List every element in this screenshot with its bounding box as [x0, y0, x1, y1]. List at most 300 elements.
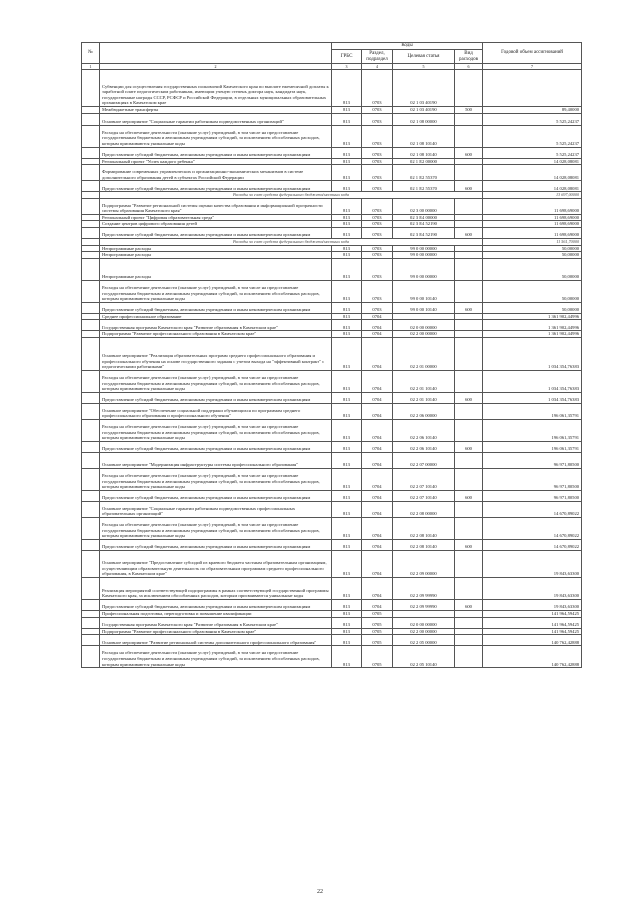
row-amount: 140 762,42888: [483, 635, 582, 646]
row-grbs: 813: [332, 70, 362, 107]
row-section: 0703: [362, 214, 393, 221]
row-expense-type: [455, 70, 483, 107]
row-target-code: 02 1 08 10140: [393, 125, 455, 147]
row-amount: 1 034 354,76383: [483, 337, 582, 370]
row-expense-type: 600: [455, 227, 483, 238]
row-target-code: 02 1 03 40190: [393, 107, 455, 114]
row-amount: 50,00000: [483, 258, 582, 280]
row-section: 0703: [362, 70, 393, 107]
table-row: [82, 181, 582, 192]
row-section: 0705: [362, 617, 393, 628]
row-grbs: 813: [332, 501, 362, 517]
table-row: [82, 214, 582, 221]
row-amount: 96 971,80500: [483, 452, 582, 468]
row-expense-type: [455, 646, 483, 668]
row-expense-type: 600: [455, 441, 483, 452]
row-number-cell: [82, 313, 100, 320]
row-amount: 11 698,69000: [483, 214, 582, 221]
row-name: Подпрограмма "Развитие профессионального образования в Камчатском крае": [100, 331, 332, 338]
row-name: Подпрограмма "Развитие профессионального образования в Камчатском крае": [100, 628, 332, 635]
row-amount: 1 361 902,44996: [483, 313, 582, 320]
row-grbs: 813: [332, 320, 362, 331]
row-section: 0704: [362, 320, 393, 331]
row-section: 0703: [362, 221, 393, 228]
row-number-cell: [82, 490, 100, 501]
row-number-cell: [82, 238, 100, 245]
row-name: Расходы на обеспечение деятельности (оказание услуг) учреждений, в том числе на предоставление государственным бюджетным и автономным учреждениям субсидий, за исключением обособленных расходов, которым присваиваются уникальные коды: [100, 280, 332, 302]
row-target-code: 02 2 08 10140: [393, 539, 455, 550]
table-row: [82, 158, 582, 165]
row-grbs: 813: [332, 628, 362, 635]
row-grbs: 813: [332, 419, 362, 441]
row-name: Формирование современных управленческих и организационно-экономических механизмов в системе дополнительного образования детей в субъектах Российской Федерации: [100, 165, 332, 181]
row-number-cell: [82, 370, 100, 392]
row-section: 0704: [362, 490, 393, 501]
row-number-cell: [82, 550, 100, 577]
row-section: 0704: [362, 419, 393, 441]
table-row: [82, 70, 582, 107]
row-amount: 11 698,69000: [483, 221, 582, 228]
row-amount: 5 525,24237: [483, 113, 582, 125]
row-grbs: 813: [332, 577, 362, 599]
table-row: [82, 392, 582, 403]
row-name: Предоставление субсидий бюджетным, автономным учреждениям и иным некоммерческим организациям: [100, 227, 332, 238]
table-row: [82, 577, 582, 599]
row-grbs: 813: [332, 468, 362, 490]
row-name: Расходы на обеспечение деятельности (оказание услуг) учреждений, в том числе на предоставление государственным бюджетным и автономным учреждениям субсидий, за исключением обособленных расходов, которым присваиваются уникальные коды: [100, 370, 332, 392]
row-target-code: 02 2 09 99990: [393, 577, 455, 599]
row-grbs: 813: [332, 313, 362, 320]
row-target-code: 02 2 06 00000: [393, 403, 455, 419]
row-grbs: 813: [332, 302, 362, 313]
row-expense-type: 600: [455, 599, 483, 610]
row-section: 0704: [362, 517, 393, 539]
row-expense-type: [455, 501, 483, 517]
row-target-code: 02 0 00 00000: [393, 320, 455, 331]
row-grbs: 813: [332, 245, 362, 252]
row-name: Основное мероприятие "Обеспечение социальной поддержки обучающихся по программам среднего профессионального образования и профессионального обучения": [100, 403, 332, 419]
row-section: 0704: [362, 501, 393, 517]
row-grbs: 813: [332, 181, 362, 192]
row-name: Предоставление субсидий бюджетным, автономным учреждениям и иным некоммерческим организациям: [100, 147, 332, 158]
row-target-code: 02 1 E2 55370: [393, 181, 455, 192]
row-number-cell: [82, 107, 100, 114]
table-row: [82, 452, 582, 468]
row-expense-type: [455, 280, 483, 302]
row-expense-type: 600: [455, 181, 483, 192]
row-number-cell: [82, 599, 100, 610]
row-expense-type: 600: [455, 392, 483, 403]
row-section: 0704: [362, 599, 393, 610]
row-amount: 14 028,08081: [483, 181, 582, 192]
row-amount: 50,00000: [483, 252, 582, 259]
row-number-cell: [82, 113, 100, 125]
table-row: [82, 280, 582, 302]
row-number-cell: [82, 125, 100, 147]
row-section: 0703: [362, 147, 393, 158]
row-amount: 96 971,80500: [483, 490, 582, 501]
row-name: Основное мероприятие "Социальные гарантии работникам подведомственных организаций": [100, 113, 332, 125]
row-name: Предоставление субсидий бюджетным, автономным учреждениям и иным некоммерческим организациям: [100, 181, 332, 192]
budget-table: [81, 42, 582, 668]
row-amount: 196 061,35791: [483, 441, 582, 452]
row-name: Региональный проект "Успех каждого ребенка": [100, 158, 332, 165]
header-expense-type: Вид расходов: [455, 50, 483, 64]
row-section: 0703: [362, 227, 393, 238]
row-amount: 19 843,63300: [483, 599, 582, 610]
budget-table-sheet: [81, 42, 581, 668]
row-target-code: 02 2 08 00000: [393, 501, 455, 517]
row-section: 0703: [362, 280, 393, 302]
row-number-cell: [82, 635, 100, 646]
row-target-code: 02 0 00 00000: [393, 617, 455, 628]
row-number-cell: [82, 337, 100, 370]
row-expense-type: [455, 370, 483, 392]
table-row: [82, 125, 582, 147]
row-section: 0703: [362, 258, 393, 280]
row-number-cell: [82, 70, 100, 107]
row-number-cell: [82, 258, 100, 280]
row-target-code: 02 2 06 10140: [393, 419, 455, 441]
row-target-code: 02 2 07 10140: [393, 490, 455, 501]
row-expense-type: 600: [455, 490, 483, 501]
row-section: 0704: [362, 313, 393, 320]
row-grbs: 813: [332, 441, 362, 452]
row-section: 0703: [362, 245, 393, 252]
row-expense-type: [455, 610, 483, 617]
row-amount: 14 028,08081: [483, 158, 582, 165]
row-target-code: 02 2 07 10140: [393, 468, 455, 490]
row-amount: 1 361 902,44996: [483, 331, 582, 338]
header-section: Раздел, подраздел: [362, 50, 393, 64]
row-amount: 196 061,35791: [483, 419, 582, 441]
header-num-4: 4: [362, 64, 393, 70]
row-section: 0703: [362, 165, 393, 181]
row-name: Основное мероприятие "Предоставление субсидий из краевого бюджета частным образовательным организациям, осуществляющим образовательную деятельность по образовательным программам среднего профессионального образования, в Камчатском крае": [100, 550, 332, 577]
row-number-cell: [82, 214, 100, 221]
row-target-code: [393, 313, 455, 320]
row-expense-type: [455, 550, 483, 577]
row-expense-type: [455, 198, 483, 214]
row-name: Непрограммные расходы: [100, 252, 332, 259]
header-num-5: 5: [393, 64, 455, 70]
row-target-code: 02 1 08 10140: [393, 147, 455, 158]
row-number-cell: [82, 646, 100, 668]
row-grbs: 813: [332, 158, 362, 165]
row-expense-type: [455, 337, 483, 370]
row-expense-type: 600: [455, 302, 483, 313]
row-number-cell: [82, 252, 100, 259]
row-number-cell: [82, 539, 100, 550]
row-expense-type: [455, 158, 483, 165]
row-section: 0703: [362, 252, 393, 259]
row-name: Расходы на обеспечение деятельности (оказание услуг) учреждений, в том числе на предоставление государственным бюджетным и автономным учреждениям субсидий, за исключением обособленных расходов, которым присваиваются уникальные коды: [100, 646, 332, 668]
row-expense-type: [455, 252, 483, 259]
row-name: Субвенции для осуществления государственных полномочий Камчатского края по выплате ежемесячной доплаты к заработной плате педагогическим работникам, имеющим ученую степень доктора наук, кандидата наук, государственные награды СССР, РСФСР и Российской Федерации, в отдельных муниципальных образовательных организациях в Камчатском крае: [100, 70, 332, 107]
row-amount: 50,00000: [483, 280, 582, 302]
row-target-code: 02 3 E4 52190: [393, 227, 455, 238]
table-row: [82, 147, 582, 158]
row-amount: 11 561,70000: [483, 238, 582, 245]
row-name: Предоставление субсидий бюджетным, автономным учреждениям и иным некоммерческим организациям: [100, 441, 332, 452]
table-row: [82, 165, 582, 181]
row-amount: 13 697,00000: [483, 192, 582, 199]
row-name: Основное мероприятие "Модернизация инфраструктуры системы профессионального образования": [100, 452, 332, 468]
row-target-code: 99 0 00 10140: [393, 302, 455, 313]
row-name: Среднее профессиональное образование: [100, 313, 332, 320]
row-section: 0704: [362, 539, 393, 550]
row-grbs: 813: [332, 599, 362, 610]
row-target-code: 02 3 E4 00000: [393, 214, 455, 221]
row-number-cell: [82, 221, 100, 228]
row-expense-type: [455, 165, 483, 181]
table-row: [82, 370, 582, 392]
table-row: [82, 517, 582, 539]
row-grbs: 813: [332, 403, 362, 419]
row-name: Профессиональная подготовка, переподготовка и повышение квалификации: [100, 610, 332, 617]
row-number-cell: [82, 245, 100, 252]
row-amount: 14 670,89022: [483, 539, 582, 550]
table-row: [82, 628, 582, 635]
row-amount: 140 762,42888: [483, 646, 582, 668]
row-target-code: 02 3 E4 52190: [393, 221, 455, 228]
row-section: 0704: [362, 452, 393, 468]
row-grbs: 813: [332, 221, 362, 228]
row-number-cell: [82, 165, 100, 181]
row-expense-type: [455, 214, 483, 221]
table-row: [82, 198, 582, 214]
row-section: 0703: [362, 158, 393, 165]
row-amount: 19 843,63300: [483, 577, 582, 599]
table-row: [82, 107, 582, 114]
row-number-cell: [82, 419, 100, 441]
row-expense-type: [455, 419, 483, 441]
table-row: [82, 635, 582, 646]
row-section: 0703: [362, 125, 393, 147]
row-target-code: 02 2 00 00000: [393, 628, 455, 635]
row-target-code: 02 1 03 40190: [393, 70, 455, 107]
row-name: Непрограммные расходы: [100, 258, 332, 280]
row-grbs: 813: [332, 165, 362, 181]
row-expense-type: 500: [455, 107, 483, 114]
header-codes: Коды: [332, 43, 483, 50]
table-row: [82, 320, 582, 331]
row-grbs: 813: [332, 635, 362, 646]
row-number-cell: [82, 628, 100, 635]
row-section: 0704: [362, 403, 393, 419]
row-section: 0704: [362, 337, 393, 370]
row-number-cell: [82, 227, 100, 238]
row-name: Основное мероприятие "Развитие региональной системы дополнительного профессионального образования": [100, 635, 332, 646]
row-grbs: 813: [332, 337, 362, 370]
row-amount: 50,00000: [483, 245, 582, 252]
row-target-code: 02 2 01 00000: [393, 337, 455, 370]
row-grbs: 813: [332, 280, 362, 302]
row-name: Создание центров цифрового образования детей: [100, 221, 332, 228]
row-expense-type: [455, 517, 483, 539]
row-section: 0703: [362, 107, 393, 114]
row-amount: 141 964,59425: [483, 610, 582, 617]
row-target-code: 02 2 06 10140: [393, 441, 455, 452]
row-expense-type: [455, 628, 483, 635]
row-grbs: 813: [332, 490, 362, 501]
table-row: [82, 501, 582, 517]
row-grbs: 813: [332, 147, 362, 158]
row-grbs: 813: [332, 610, 362, 617]
row-target-code: 02 3 00 00000: [393, 198, 455, 214]
row-number-cell: [82, 452, 100, 468]
row-number-cell: [82, 181, 100, 192]
row-amount: 96 971,80500: [483, 468, 582, 490]
table-row: [82, 468, 582, 490]
row-grbs: 813: [332, 107, 362, 114]
header-amount: Годовой объем ассигнований: [483, 43, 582, 64]
row-grbs: 813: [332, 125, 362, 147]
row-target-code: 99 0 00 00000: [393, 252, 455, 259]
row-number-cell: [82, 198, 100, 214]
table-row: [82, 441, 582, 452]
table-row: [82, 252, 582, 259]
row-target-code: 02 1 E2 55370: [393, 165, 455, 181]
row-amount: 14 670,89022: [483, 517, 582, 539]
header-num-3: 3: [332, 64, 362, 70]
row-section: 0703: [362, 198, 393, 214]
row-amount: 1 361 902,44996: [483, 320, 582, 331]
row-expense-type: [455, 245, 483, 252]
header-grbs: ГРБС: [332, 50, 362, 64]
row-section: 0703: [362, 181, 393, 192]
page-number: 22: [317, 889, 323, 895]
row-note: Расходы за счет средств федерального бюджета/местных кода: [100, 192, 483, 199]
row-expense-type: [455, 331, 483, 338]
row-grbs: 813: [332, 331, 362, 338]
table-row: [82, 599, 582, 610]
row-grbs: 813: [332, 198, 362, 214]
row-name: Предоставление субсидий бюджетным, автономным учреждениям и иным некоммерческим организациям: [100, 302, 332, 313]
row-number-cell: [82, 331, 100, 338]
table-row: [82, 238, 582, 245]
row-grbs: 813: [332, 539, 362, 550]
row-name: Межбюджетные трансферты: [100, 107, 332, 114]
row-target-code: 02 2 00 00000: [393, 331, 455, 338]
table-row: [82, 550, 582, 577]
table-row: [82, 331, 582, 338]
row-expense-type: [455, 635, 483, 646]
row-amount: 5 525,24237: [483, 125, 582, 147]
row-name: Основное мероприятие "Социальные гарантии работникам подведомственных профессиональных образовательных организаций": [100, 501, 332, 517]
row-name: Подпрограмма "Развитие региональной системы оценки качества образования и информационной прозрачности системы образования Камчатского края": [100, 198, 332, 214]
row-number-cell: [82, 280, 100, 302]
row-amount: 11 698,69000: [483, 198, 582, 214]
table-row: [82, 337, 582, 370]
table-row: [82, 245, 582, 252]
row-target-code: 02 2 01 10140: [393, 370, 455, 392]
row-amount: 89,40000: [483, 107, 582, 114]
row-grbs: 813: [332, 452, 362, 468]
row-name: Расходы на обеспечение деятельности (оказание услуг) учреждений, в том числе на предоставление государственным бюджетным и автономным учреждениям субсидий, за исключением обособленных расходов, которым присваиваются уникальные коды: [100, 419, 332, 441]
row-target-code: 99 0 00 00000: [393, 258, 455, 280]
row-target-code: 02 2 09 99990: [393, 599, 455, 610]
row-grbs: 813: [332, 646, 362, 668]
row-grbs: 813: [332, 517, 362, 539]
header-number: №: [82, 43, 100, 64]
row-expense-type: [455, 577, 483, 599]
header-num-2: 2: [100, 64, 332, 70]
row-number-cell: [82, 147, 100, 158]
row-amount: 1 034 354,76383: [483, 392, 582, 403]
row-note: Расходы за счет средств федерального бюджета/местных кода: [100, 238, 483, 245]
row-amount: 5 525,24237: [483, 147, 582, 158]
row-amount: [483, 70, 582, 107]
row-section: 0704: [362, 331, 393, 338]
row-number-cell: [82, 302, 100, 313]
row-number-cell: [82, 577, 100, 599]
row-name: Реализация мероприятий соответствующей подпрограммы в рамках соответствующей государственной программы Камчатского края, за исключением обособленных расходов, которым присваиваются уникальные коды: [100, 577, 332, 599]
row-name: Предоставление субсидий бюджетным, автономным учреждениям и иным некоммерческим организациям: [100, 539, 332, 550]
row-number-cell: [82, 403, 100, 419]
row-section: 0704: [362, 550, 393, 577]
row-amount: 50,00000: [483, 302, 582, 313]
row-amount: 196 061,35791: [483, 403, 582, 419]
row-name: Основное мероприятие "Реализация образовательных программ среднего профессионального образования и профессионального обучения на основе государственного задания с учетом выхода на "эффективный контракт" с педагогическими работниками": [100, 337, 332, 370]
row-amount: 141 964,59425: [483, 628, 582, 635]
table-row: [82, 646, 582, 668]
table-row: [82, 227, 582, 238]
row-number-cell: [82, 610, 100, 617]
row-grbs: 813: [332, 392, 362, 403]
row-number-cell: [82, 192, 100, 199]
row-name: Предоставление субсидий бюджетным, автономным учреждениям и иным некоммерческим организациям: [100, 599, 332, 610]
row-section: 0704: [362, 441, 393, 452]
row-section: 0703: [362, 302, 393, 313]
row-expense-type: [455, 125, 483, 147]
row-expense-type: 600: [455, 539, 483, 550]
row-section: 0705: [362, 628, 393, 635]
row-grbs: 813: [332, 550, 362, 577]
row-number-cell: [82, 441, 100, 452]
table-row: [82, 302, 582, 313]
row-target-code: 02 2 05 00000: [393, 635, 455, 646]
row-section: 0705: [362, 646, 393, 668]
table-body: [82, 70, 582, 668]
row-name: Расходы на обеспечение деятельности (оказание услуг) учреждений, в том числе на предоставление государственным бюджетным и автономным учреждениям субсидий, за исключением обособленных расходов, которым присваиваются уникальные коды: [100, 468, 332, 490]
table-row: [82, 313, 582, 320]
row-section: 0704: [362, 392, 393, 403]
row-expense-type: [455, 221, 483, 228]
row-name: Предоставление субсидий бюджетным, автономным учреждениям и иным некоммерческим организациям: [100, 490, 332, 501]
header-num-6: 6: [455, 64, 483, 70]
row-name: Предоставление субсидий бюджетным, автономным учреждениям и иным некоммерческим организациям: [100, 392, 332, 403]
table-row: [82, 610, 582, 617]
row-name: Расходы на обеспечение деятельности (оказание услуг) учреждений, в том числе на предоставление государственным бюджетным и автономным учреждениям субсидий, за исключением обособленных расходов, которым присваиваются уникальные коды: [100, 517, 332, 539]
row-target-code: 02 2 01 10140: [393, 392, 455, 403]
row-amount: 14 028,08081: [483, 165, 582, 181]
table-row: [82, 192, 582, 199]
table-row: [82, 113, 582, 125]
table-row: [82, 419, 582, 441]
row-target-code: 02 2 09 00000: [393, 550, 455, 577]
row-section: 0703: [362, 113, 393, 125]
row-grbs: 813: [332, 252, 362, 259]
row-amount: 19 843,63300: [483, 550, 582, 577]
row-section: 0704: [362, 577, 393, 599]
header-name: [100, 43, 332, 64]
row-number-cell: [82, 617, 100, 628]
row-amount: 11 698,69000: [483, 227, 582, 238]
row-section: 0705: [362, 635, 393, 646]
row-expense-type: [455, 452, 483, 468]
row-grbs: 813: [332, 214, 362, 221]
